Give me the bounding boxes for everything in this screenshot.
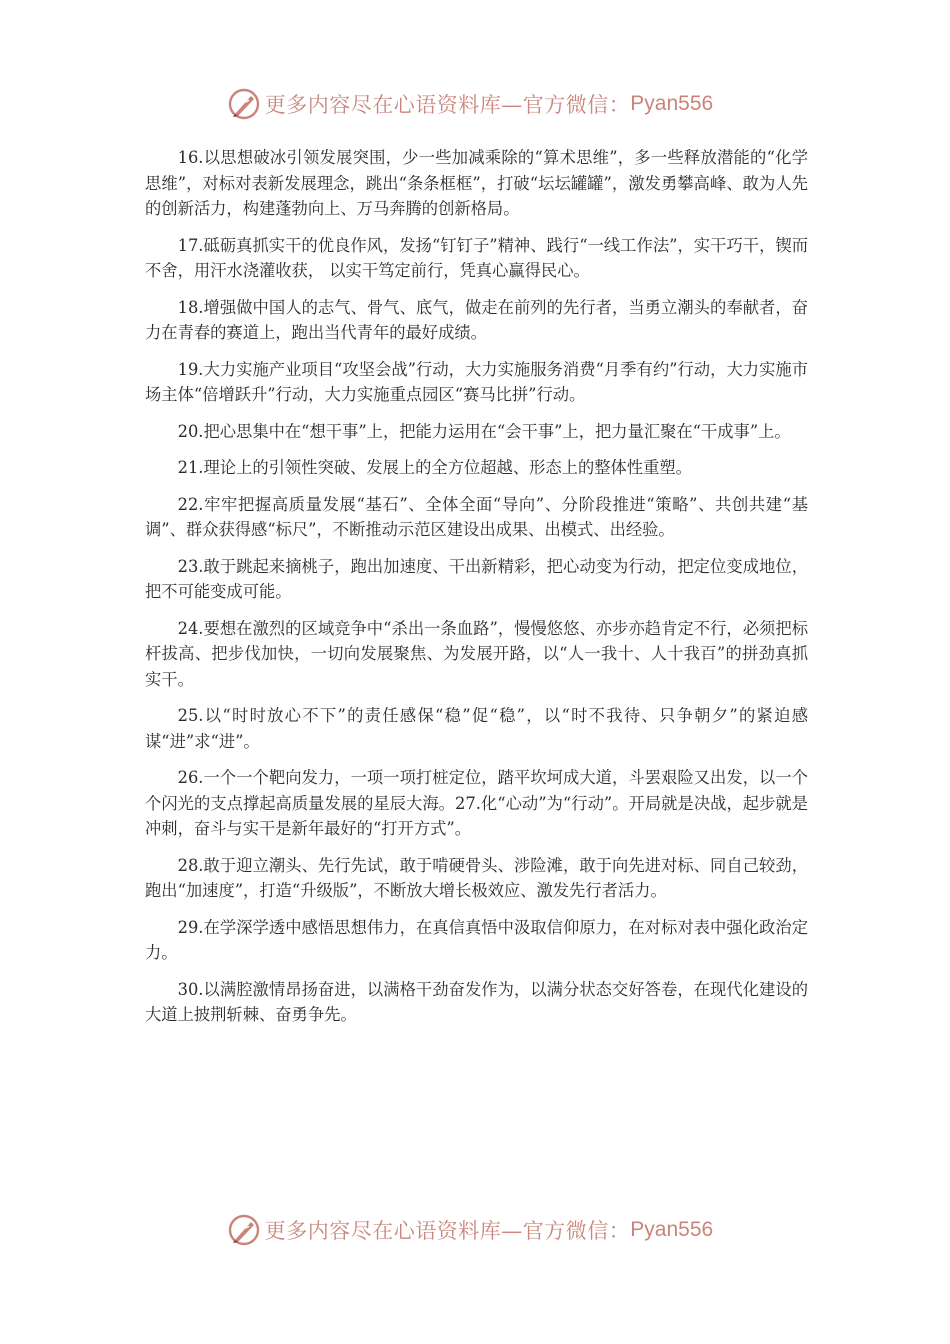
footer-wechat-id: Pyan556 (630, 1218, 714, 1241)
pen-logo-icon (227, 87, 261, 121)
paragraph-17: 17.砥砺真抓实干的优良作风，发扬“钉钉子”精神、践行“一线工作法”，实干巧干，锲而不舍，用汗水浇灌收获， 以实干笃定前行，凭真心赢得民心。 (145, 235, 808, 280)
paragraph-22: 22.牢牢把握高质量发展“基石”、全体全面“导向”、分阶段推进“策略”、共创共建“基调”、群众获得感“标尺”，不断推动示范区建设出成果、出模式、出经验。 (145, 494, 808, 539)
paragraph-19: 19.大力实施产业项目“攻坚会战”行动，大力实施服务消费“月季有约”行动，大力实施市场主体“倍增跃升”行动，大力实施重点园区“赛马比拼”行动。 (145, 359, 808, 404)
paragraph-28: 28.敢于迎立潮头、先行先试，敢于啃硬骨头、涉险滩，敢于向先进对标、同自己较劲，跑出“加速度”，打造“升级版”，不断放大增长极效应、激发先行者活力。 (145, 855, 808, 900)
footer-banner-text: 更多内容尽在心语资料库—官方微信： (264, 1219, 631, 1243)
paragraph-30: 30.以满腔激情昂扬奋进，以满格干劲奋发作为，以满分状态交好答卷，在现代化建设的大道上披荆斩棘、奋勇争先。 (145, 979, 808, 1024)
paragraph-20: 20.把心思集中在“想干事”上，把能力运用在“会干事”上，把力量汇聚在“干成事”上。 (177, 421, 791, 441)
paragraph-25: 25.以“时时放心不下”的责任感保“稳”促“稳”，以“时不我待、只争朝夕”的紧迫感谋“进”求“进”。 (145, 706, 808, 751)
paragraph-24: 24.要想在激烈的区域竞争中“杀出一条血路”，慢慢悠悠、亦步亦趋肯定不行，必须把标杆拔高、把步伐加快，一切向发展聚焦、为发展开路，以“人一我十、人十我百”的拼劲真抓实干。 (145, 618, 808, 689)
header-banner (0, 84, 950, 124)
paragraph-21: 21.理论上的引领性突破、发展上的全方位超越、形态上的整体性重塑。 (177, 458, 692, 477)
paragraph-26-27: 26.一个一个靶向发力，一项一项打桩定位，踏平坎坷成大道，斗罢艰险又出发，以一个个闪光的支点撑起高质量发展的星辰大海。27.化“心动”为“行动”。开局就是决战，起步就是冲刺，奋斗与实干是新年最好的“打开方式”。 (145, 768, 808, 838)
header-banner-text: 更多内容尽在心语资料库—官方微信： (264, 93, 631, 117)
footer-banner (0, 1210, 950, 1250)
paragraph-16: 16.以思想破冰引领发展突围，少一些加减乘除的“算术思维”，多一些释放潜能的“化学思维”，对标对表新发展理念，跳出“条条框框”，打破“坛坛罐罐”，激发勇攀高峰、敢为人先的创新活力，构建蓬勃向上、万马奔腾的创新格局。 (145, 148, 808, 218)
header-wechat-id: Pyan556 (630, 92, 714, 115)
paragraph-18: 18.增强做中国人的志气、骨气、底气，做走在前列的先行者，当勇立潮头的奉献者，奋力在青春的赛道上，跑出当代青年的最好成绩。 (145, 297, 808, 342)
paragraph-29: 29.在学深学透中感悟思想伟力，在真信真悟中汲取信仰原力，在对标对表中强化政治定力。 (145, 917, 808, 962)
paragraph-23: 23.敢于跳起来摘桃子，跑出加速度、干出新精彩，把心动变为行动，把定位变成地位，把不可能变成可能。 (145, 556, 808, 601)
document-body (145, 145, 808, 1039)
pen-logo-icon (227, 1213, 261, 1247)
